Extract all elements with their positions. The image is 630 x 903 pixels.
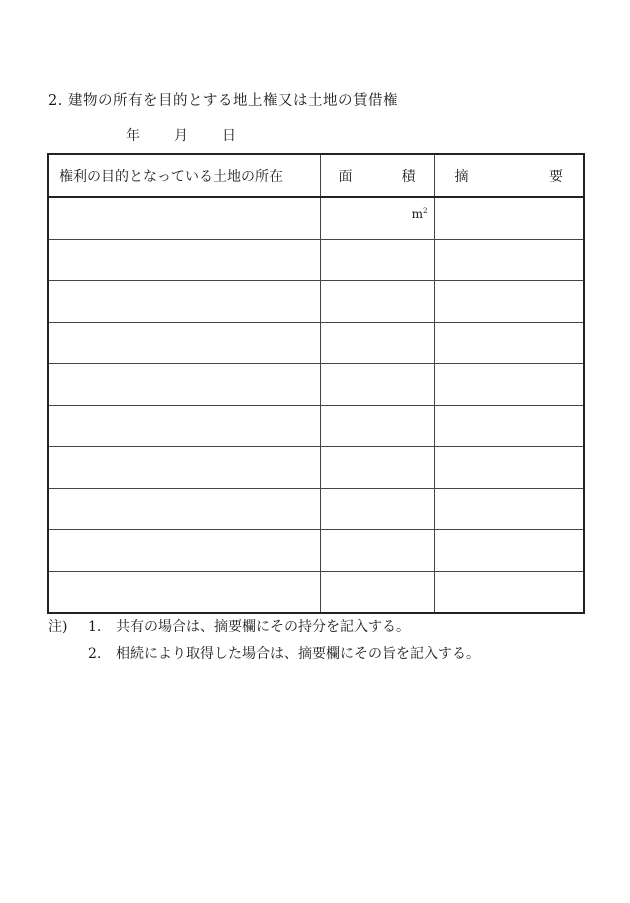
header-area-char-2: 積 bbox=[401, 168, 416, 185]
cell-location[interactable] bbox=[48, 281, 320, 323]
table-body bbox=[48, 197, 584, 613]
cell-remarks[interactable] bbox=[434, 405, 584, 447]
date-year-label: 年 bbox=[126, 128, 140, 144]
cell-location[interactable] bbox=[48, 488, 320, 530]
date-day-label: 日 bbox=[222, 128, 236, 144]
table-row bbox=[48, 571, 584, 613]
note-text-1: 共有の場合は、摘要欄にその持分を記入する。 bbox=[116, 619, 410, 635]
cell-area[interactable] bbox=[320, 405, 434, 447]
cell-remarks[interactable] bbox=[434, 322, 584, 364]
cell-remarks[interactable] bbox=[434, 197, 584, 239]
cell-area[interactable] bbox=[320, 571, 434, 613]
cell-area[interactable] bbox=[320, 239, 434, 281]
header-area bbox=[320, 154, 434, 197]
note-number-2: 2. bbox=[88, 646, 102, 662]
table-row bbox=[48, 239, 584, 281]
cell-remarks[interactable] bbox=[434, 530, 584, 572]
table-row bbox=[48, 322, 584, 364]
cell-remarks[interactable] bbox=[434, 364, 584, 406]
cell-area[interactable] bbox=[320, 322, 434, 364]
cell-area[interactable] bbox=[320, 281, 434, 323]
table-header-row bbox=[48, 154, 584, 197]
cell-area[interactable] bbox=[320, 364, 434, 406]
header-area-char-1: 面 bbox=[338, 168, 353, 185]
area-unit-label: $m^2$ bbox=[411, 207, 428, 222]
cell-location[interactable] bbox=[48, 322, 320, 364]
header-remarks-char-1: 摘 bbox=[454, 168, 469, 185]
table-row bbox=[48, 488, 584, 530]
cell-location[interactable] bbox=[48, 571, 320, 613]
cell-location[interactable] bbox=[48, 239, 320, 281]
table-row bbox=[48, 405, 584, 447]
cell-remarks[interactable] bbox=[434, 447, 584, 489]
table-row bbox=[48, 364, 584, 406]
table-row bbox=[48, 530, 584, 572]
cell-remarks[interactable] bbox=[434, 488, 584, 530]
notes-label: 注) bbox=[48, 619, 68, 635]
cell-location[interactable] bbox=[48, 197, 320, 239]
section-title bbox=[48, 89, 398, 110]
note-number-1: 1. bbox=[88, 619, 102, 635]
table-row bbox=[48, 197, 584, 239]
date-line bbox=[126, 125, 242, 145]
cell-location[interactable] bbox=[48, 405, 320, 447]
cell-location[interactable] bbox=[48, 530, 320, 572]
cell-remarks[interactable] bbox=[434, 281, 584, 323]
cell-area[interactable] bbox=[320, 197, 434, 239]
cell-location[interactable] bbox=[48, 364, 320, 406]
table-row bbox=[48, 447, 584, 489]
notes-section bbox=[48, 614, 480, 668]
land-rights-table bbox=[47, 153, 585, 614]
cell-remarks[interactable] bbox=[434, 571, 584, 613]
header-location: 権利の目的となっている土地の所在 bbox=[48, 154, 320, 197]
cell-area[interactable] bbox=[320, 530, 434, 572]
date-month-label: 月 bbox=[174, 128, 188, 144]
cell-area[interactable] bbox=[320, 488, 434, 530]
table-row bbox=[48, 281, 584, 323]
note-text-2: 相続により取得した場合は、摘要欄にその旨を記入する。 bbox=[116, 646, 480, 662]
cell-location[interactable] bbox=[48, 447, 320, 489]
cell-area[interactable] bbox=[320, 447, 434, 489]
cell-remarks[interactable] bbox=[434, 239, 584, 281]
note-item-1 bbox=[48, 614, 480, 641]
section-number: 2. bbox=[48, 93, 63, 109]
header-remarks-char-2: 要 bbox=[549, 168, 563, 185]
section-title-text: 建物の所有を目的とする地上権又は土地の賃借権 bbox=[67, 93, 398, 109]
note-item-2 bbox=[48, 641, 480, 668]
header-remarks bbox=[434, 154, 584, 197]
